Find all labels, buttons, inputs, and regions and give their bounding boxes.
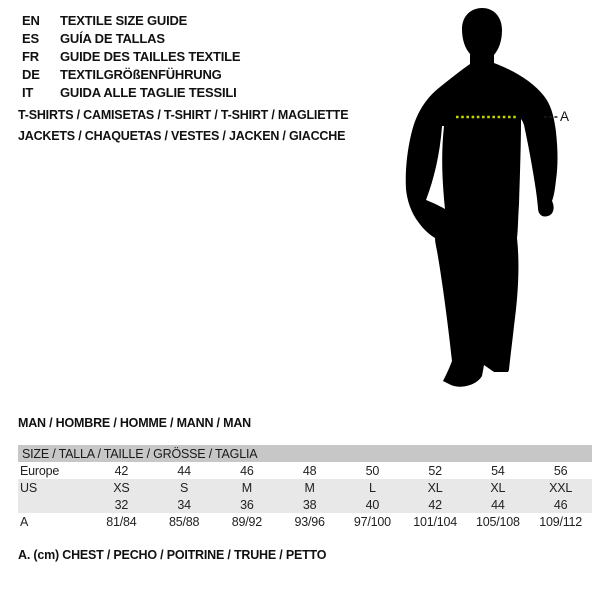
table-row-chest: [18, 513, 592, 530]
language-title: TEXTILGRÖßENFÜHRUNG: [60, 67, 222, 82]
language-row-es: [22, 30, 240, 48]
size-cell: 46: [240, 463, 254, 478]
measurement-figure: [398, 4, 600, 396]
size-cell: 44: [177, 463, 191, 478]
section-title-man: MAN / HOMBRE / HOMME / MANN / MAN: [18, 416, 251, 430]
size-cell: 81/84: [106, 514, 137, 529]
language-code: FR: [22, 49, 39, 64]
row-label: US: [18, 479, 90, 496]
size-cell: M: [278, 479, 341, 496]
size-cell: 38: [278, 496, 341, 513]
size-cell: 34: [153, 496, 216, 513]
language-list: [22, 12, 240, 102]
row-label: Europe: [20, 463, 60, 478]
category-tshirts: T-SHIRTS / CAMISETAS / T-SHIRT / T-SHIRT / MAGLIETTE: [18, 108, 349, 122]
size-cell: 40: [341, 496, 404, 513]
language-row-fr: [22, 48, 240, 66]
man-silhouette: [398, 4, 578, 394]
language-code: IT: [22, 85, 34, 100]
size-cell: 101/104: [413, 514, 458, 529]
size-cell: XL: [404, 479, 467, 496]
language-code: DE: [22, 67, 40, 82]
size-cell: 89/92: [231, 514, 263, 529]
row-label: A: [20, 514, 29, 529]
size-cell: 50: [365, 463, 380, 478]
size-cell: 93/96: [294, 514, 325, 529]
size-cell: 85/88: [168, 514, 200, 529]
size-cell: M: [216, 479, 279, 496]
size-cell: 48: [302, 463, 317, 478]
size-cell: 42: [404, 496, 467, 513]
size-cell: XXL: [529, 479, 592, 496]
language-row-en: [22, 12, 240, 30]
garment-categories: [18, 105, 348, 147]
size-cell: L: [341, 479, 404, 496]
size-cell: 36: [216, 496, 279, 513]
size-table-header-row: [18, 445, 592, 462]
size-table: [18, 445, 592, 530]
size-cell: 56: [553, 463, 568, 478]
category-jackets: JACKETS / CHAQUETAS / VESTES / JACKEN / GIACCHE: [18, 129, 346, 143]
table-row-us-numeric: [18, 496, 592, 513]
size-cell: S: [153, 479, 216, 496]
language-title: GUIDE DES TAILLES TEXTILE: [60, 49, 241, 64]
language-code: ES: [22, 31, 39, 46]
language-title: GUIDA ALLE TAGLIE TESSILI: [60, 85, 237, 100]
language-title: GUÍA DE TALLAS: [60, 31, 165, 46]
measure-label-a: A: [560, 109, 570, 124]
size-cell: 46: [529, 496, 592, 513]
size-cell: 97/100: [353, 514, 391, 529]
size-cell: 52: [428, 463, 442, 478]
size-cell: 109/112: [539, 514, 583, 529]
language-row-it: [22, 84, 240, 102]
language-title: TEXTILE SIZE GUIDE: [60, 13, 188, 28]
size-cell: XS: [90, 479, 153, 496]
row-label: [18, 496, 90, 513]
table-row-europe: [18, 462, 592, 479]
size-cell: 44: [467, 496, 530, 513]
size-cell: 105/108: [475, 514, 520, 529]
size-cell: 32: [90, 496, 153, 513]
size-table-header: SIZE / TALLA / TAILLE / GRÖSSE / TAGLIA: [18, 445, 592, 462]
size-cell: XL: [467, 479, 530, 496]
size-cell: 54: [491, 463, 505, 478]
measurement-footnote: A. (cm) CHEST / PECHO / POITRINE / TRUHE / PETTO: [18, 548, 327, 562]
language-code: EN: [22, 13, 40, 28]
language-row-de: [22, 66, 240, 84]
size-cell: 42: [114, 463, 129, 478]
table-row-us: [18, 479, 592, 496]
